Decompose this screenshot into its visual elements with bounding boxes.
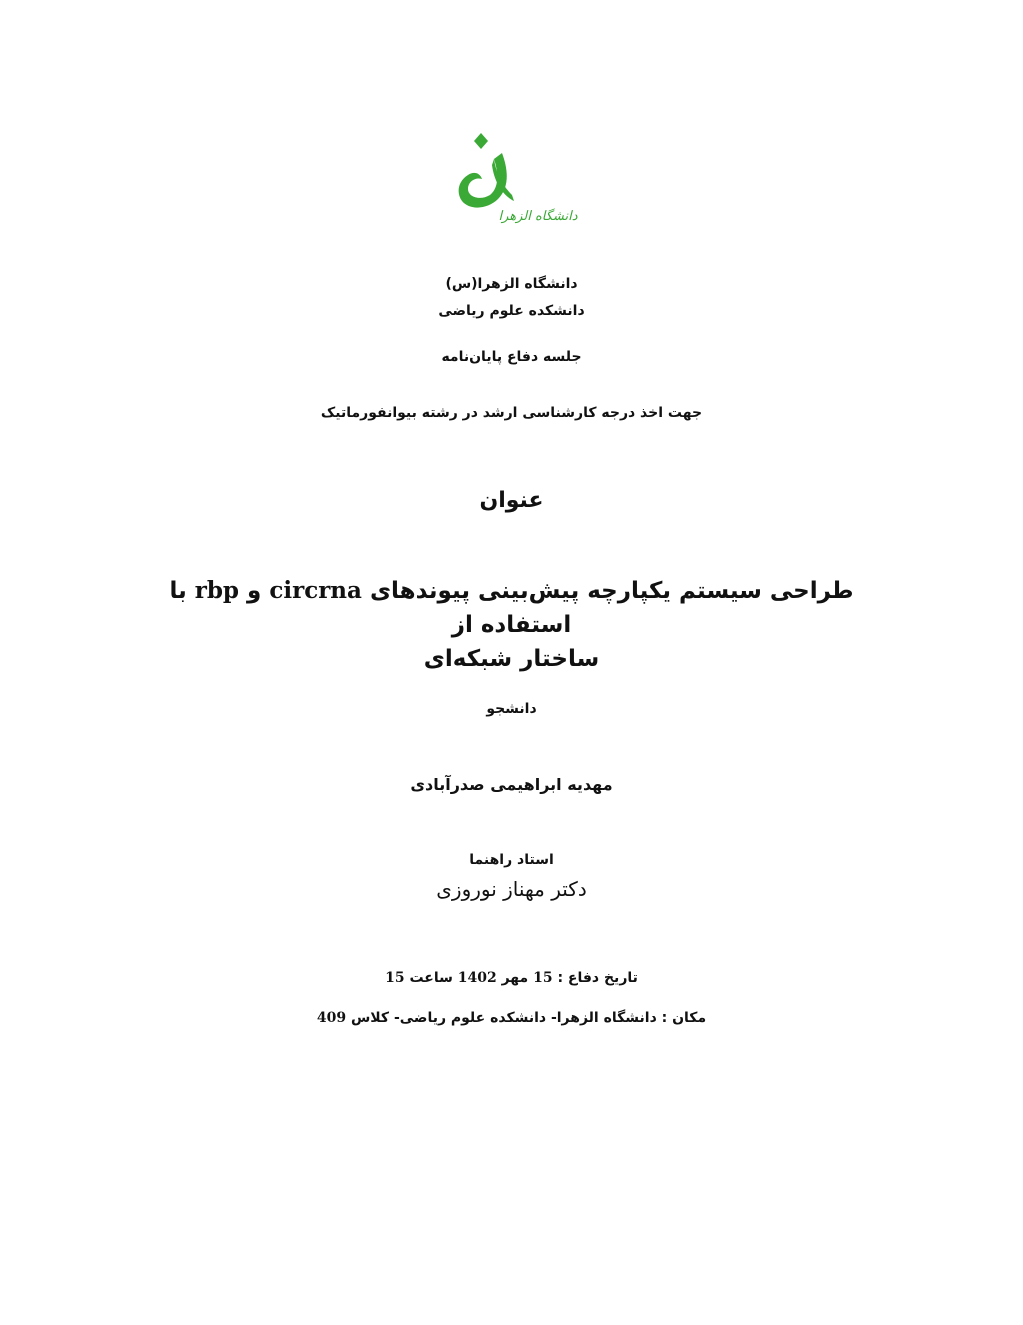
alzahra-university-logo (440, 125, 580, 230)
faculty-name: دانشکده علوم ریاضی (438, 303, 585, 319)
defense-month: مهر (496, 970, 534, 986)
defense-date (0, 970, 1023, 986)
thesis-title-line1 (140, 574, 883, 642)
logo-diamond (474, 133, 488, 149)
session-title: جلسه دفاع پایان‌نامه (441, 349, 582, 365)
thesis-title (140, 574, 883, 676)
title-text-part3: با استفاده از (169, 578, 572, 638)
supervisor-name: دکتر مهناز نوروزی (436, 877, 587, 901)
degree-line: جهت اخذ درجه کارشناسی ارشد در رشته بیوانفورماتیک (320, 405, 703, 421)
defense-date-label: تاریخ دفاع : (552, 970, 638, 986)
supervisor-label: استاد راهنما (469, 852, 554, 868)
logo-caption: دانشگاه الزهرا (498, 209, 578, 224)
title-text-part1: طراحی سیستم یکپارچه پیش‌بینی پیوندهای (361, 578, 854, 604)
defense-place (0, 1010, 1023, 1026)
defense-place-label: مکان : دانشگاه الزهرا- دانشکده علوم ریاضی- کلاس (346, 1010, 707, 1026)
student-label: دانشجو (486, 701, 537, 717)
student-name: مهدیه ابراهیمی صدرآبادی (410, 775, 613, 794)
defense-year: 1402 (457, 970, 497, 986)
defense-room: 409 (316, 1010, 347, 1026)
title-term-circrna: circrna (269, 577, 362, 604)
university-name: دانشگاه الزهرا(س) (445, 276, 578, 292)
thesis-title-line2: ساختار شبکه‌ای (423, 646, 600, 672)
defense-time-label: ساعت (404, 970, 458, 986)
title-heading: عنوان (479, 488, 544, 513)
defense-day: 15 (533, 970, 553, 986)
title-term-rbp: rbp (194, 577, 240, 604)
title-text-part2: و (239, 578, 270, 604)
defense-time: 15 (385, 970, 405, 986)
